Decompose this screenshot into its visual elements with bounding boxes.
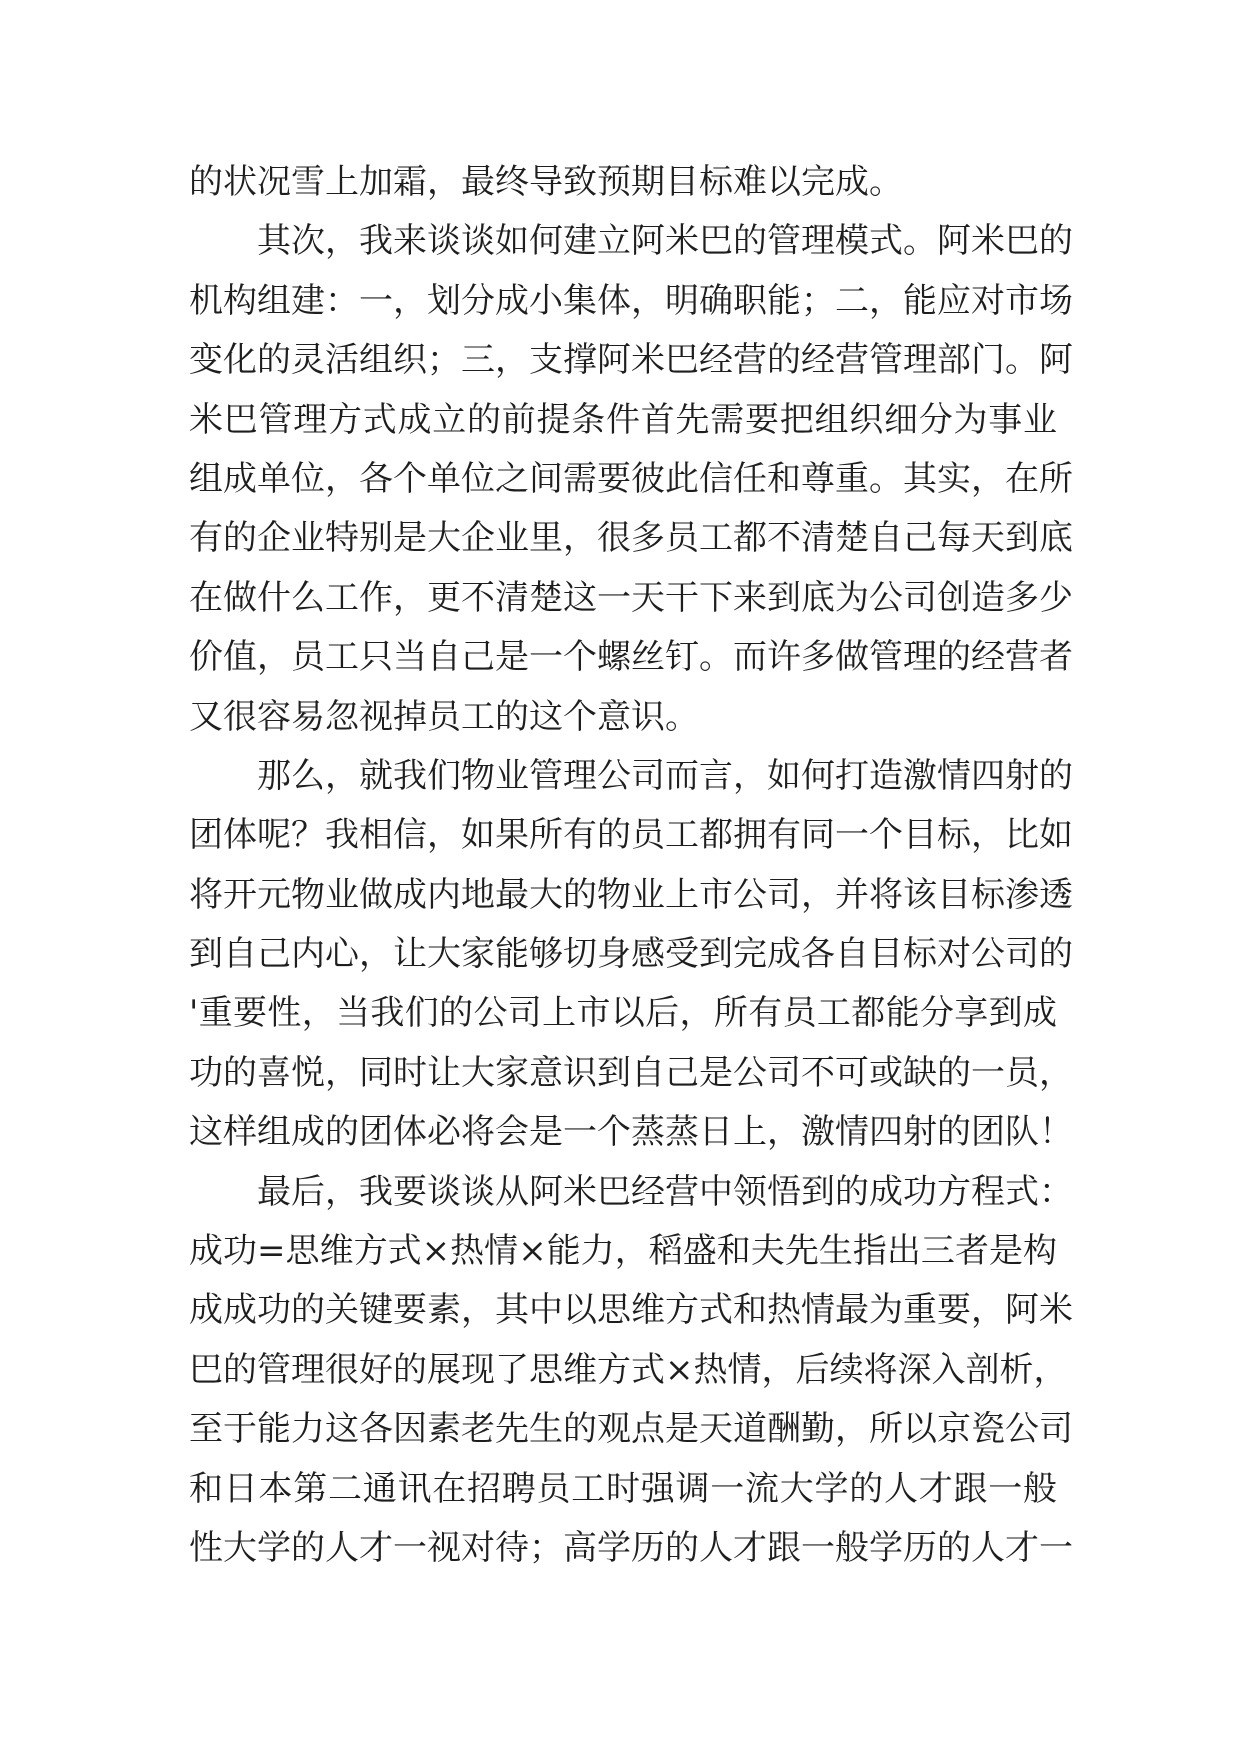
text-line: 组成单位，各个单位之间需要彼此信任和尊重。其实，在所: [189, 458, 1073, 499]
text-line: 功的喜悦，同时让大家意识到自己是公司不可或缺的一员，: [189, 1052, 1073, 1093]
text-line: 米巴管理方式成立的前提条件首先需要把组织细分为事业: [189, 399, 1057, 440]
text-line: 变化的灵活组织；三，支撑阿米巴经营的经营管理部门。阿: [189, 340, 1073, 381]
text-line: 性大学的人才一视对待；高学历的人才跟一般学历的人才一: [189, 1527, 1073, 1568]
paragraph-start-line: 最后，我要谈谈从阿米巴经营中领悟到的成功方程式：: [257, 1171, 1073, 1212]
text-line: 巴的管理很好的展现了思维方式×热情，后续将深入剖析，: [189, 1349, 1068, 1390]
text-line: 在做什么工作，更不清楚这一天干下来到底为公司创造多少: [189, 577, 1073, 618]
text-line: 价值，员工只当自己是一个螺丝钉。而许多做管理的经营者: [189, 637, 1073, 678]
paragraph-start-line: 其次，我来谈谈如何建立阿米巴的管理模式。阿米巴的: [257, 221, 1073, 262]
text-line: 又很容易忽视掉员工的这个意识。: [189, 696, 699, 737]
text-line: 的状况雪上加霜，最终导致预期目标难以完成。: [189, 162, 903, 202]
body-text: [189, 153, 1073, 1578]
text-line: 和日本第二通讯在招聘员工时强调一流大学的人才跟一般: [189, 1468, 1057, 1509]
text-line: 这样组成的团体必将会是一个蒸蒸日上，激情四射的团队！: [189, 1112, 1073, 1153]
text-line: 将开元物业做成内地最大的物业上市公司，并将该目标渗透: [189, 874, 1073, 915]
text-line: 至于能力这各因素老先生的观点是天道酬勤，所以京瓷公司: [189, 1409, 1073, 1450]
text-line: 成成功的关键要素，其中以思维方式和热情最为重要，阿米: [189, 1290, 1073, 1331]
text-line: 到自己内心，让大家能够切身感受到完成各自目标对公司的: [189, 934, 1073, 975]
text-line: '重要性，当我们的公司上市以后，所有员工都能分享到成: [189, 993, 1057, 1034]
text-line: 有的企业特别是大企业里，很多员工都不清楚自己每天到底: [189, 518, 1073, 559]
text-line: 机构组建：一，划分成小集体，明确职能；二，能应对市场: [189, 280, 1073, 321]
text-line: 成功=思维方式×热情×能力，稻盛和夫先生指出三者是构: [189, 1231, 1057, 1272]
paragraph-start-line: 那么，就我们物业管理公司而言，如何打造激情四射的: [257, 755, 1073, 796]
text-line: 团体呢？我相信，如果所有的员工都拥有同一个目标，比如: [189, 815, 1073, 856]
